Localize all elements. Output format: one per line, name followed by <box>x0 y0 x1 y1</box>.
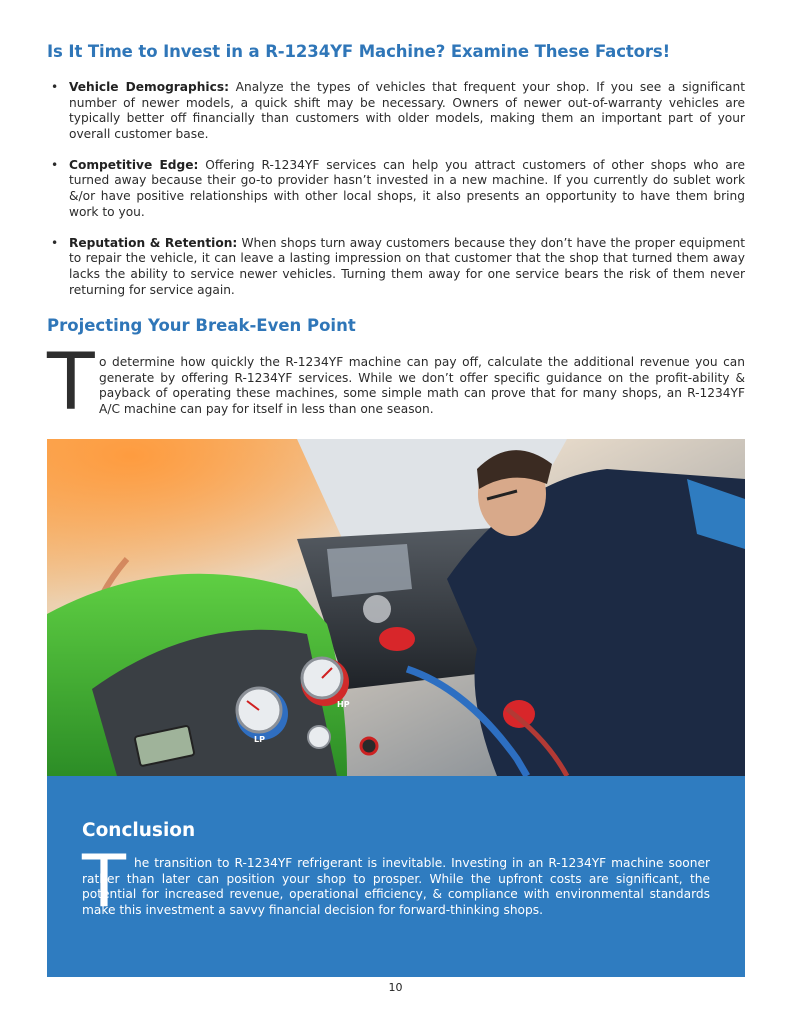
list-item <box>47 236 745 298</box>
page-number: 10 <box>388 981 403 994</box>
bullet: • <box>51 157 59 172</box>
factor-title: Vehicle Demographics: <box>69 80 229 94</box>
lp-gauge <box>236 688 288 740</box>
conclusion-heading: Conclusion <box>82 820 196 841</box>
hp-label: HP <box>337 700 350 709</box>
conclusion-paragraph <box>82 839 710 923</box>
bullet: • <box>51 80 59 94</box>
factor-title: Competitive Edge: <box>69 157 199 172</box>
break-even-paragraph <box>47 338 745 428</box>
drop-cap: T <box>82 839 126 923</box>
factor-text: When shops turn away customers because they don’t have the proper equipment to repair the vehicle, it can leave a lasting impression on that customer that the shop that turned them away lacks the ability to service newer vehicles. Turning them away for one service bears the risk of them never returning for service again. <box>69 235 745 297</box>
factor-text: Offering R-1234YF services can help you attract customers of other shops who are turned away because their go-to provider hasn’t invested in a new machine. If you currently do sublet work &/or have positive relationships with other local shops, it also presents an opportunity to have them bring work to you. <box>69 157 745 219</box>
drop-cap: T <box>47 338 95 428</box>
section-heading-break-even: Projecting Your Break-Even Point <box>47 316 356 335</box>
section-heading-factors: Is It Time to Invest in a R-1234YF Machine? Examine These Factors! <box>47 42 671 61</box>
factor-title: Reputation & Retention: <box>69 235 238 250</box>
right-glove <box>503 700 535 728</box>
left-glove <box>379 627 415 651</box>
bullet: • <box>51 235 59 250</box>
factors-list <box>47 80 745 314</box>
conclusion-box <box>47 776 745 977</box>
list-item <box>47 158 745 220</box>
factor-text: Analyze the types of vehicles that frequent your shop. If you see a significant number of newer models, a quick shift may be necessary. Owners of newer out-of-warranty vehicles are typically better off financially than customers with older models, making them an important part of your overall customer base. <box>69 80 745 141</box>
conclusion-text: he transition to R-1234YF refrigerant is inevitable. Investing in an R-1234YF machine sooner rather than later can position your shop to prosper. While the upfront costs are significant, the potential for increased revenue, operational efficiency, & compliance with environmental standards make this investment a savvy financial decision for forward-thinking shops. <box>82 856 710 917</box>
lp-label: LP <box>254 735 265 744</box>
paragraph-text: o determine how quickly the R-1234YF machine can pay off, calculate the additional revenue you can generate by offering R-1234YF services. While we don’t offer specific guidance on the profit-ability & payback of operating these machines, some simple math can prove that for many shops, an R-1234YF A/C machine can pay for itself in less than one season. <box>99 355 745 416</box>
hp-gauge <box>301 658 349 706</box>
mechanic-photo <box>47 439 745 776</box>
list-item <box>47 80 745 142</box>
